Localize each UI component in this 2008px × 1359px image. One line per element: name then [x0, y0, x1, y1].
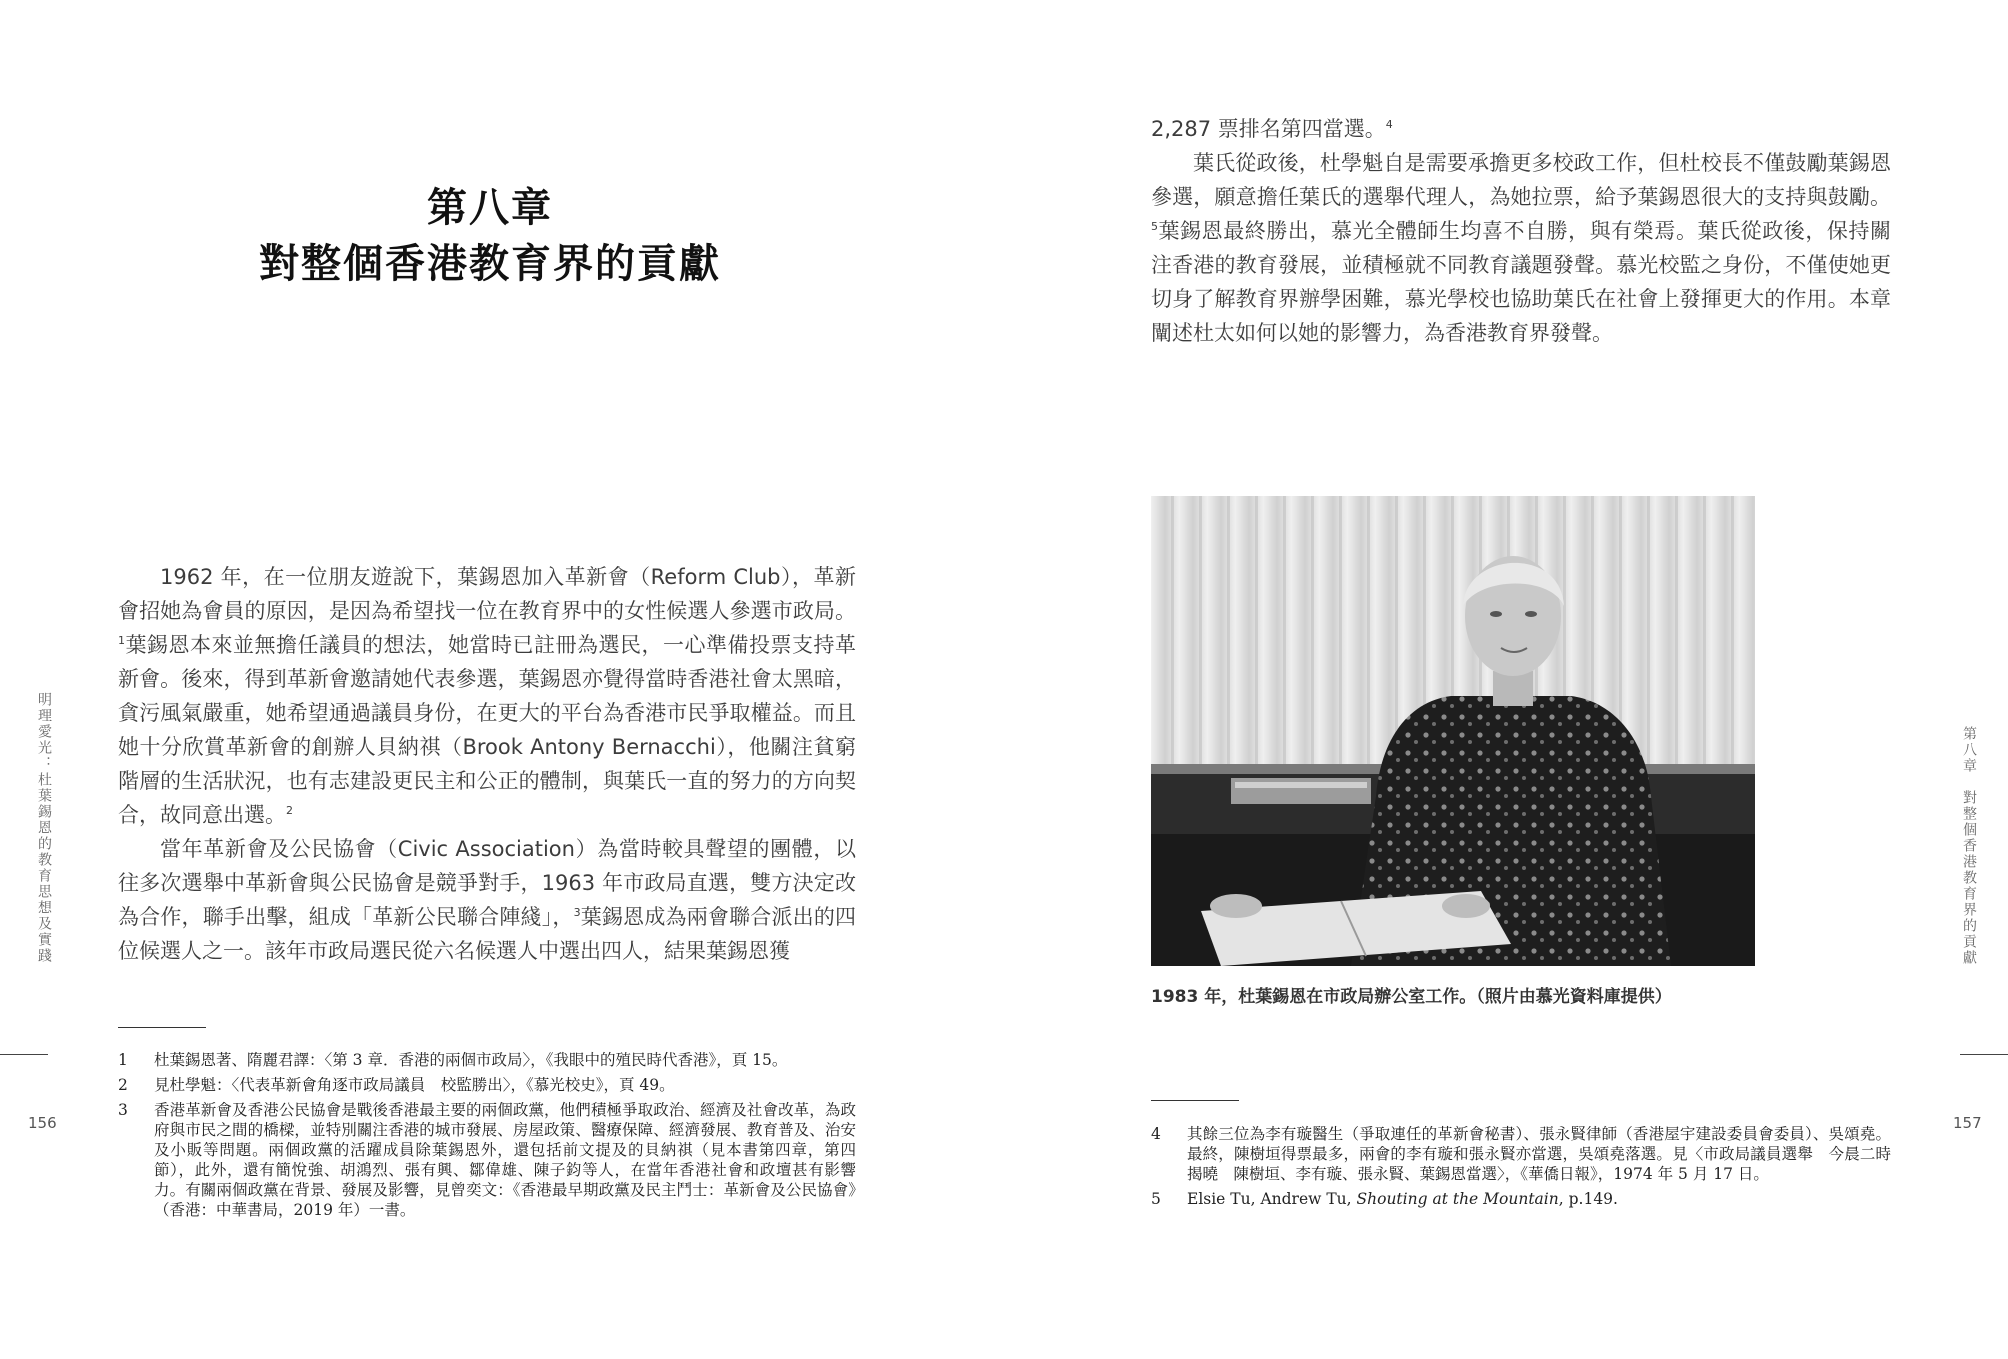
- margin-rule-left: [0, 1054, 48, 1055]
- page-number-right: 157: [1953, 1114, 1982, 1132]
- footnote-ref: 4: [1385, 118, 1393, 131]
- footnote: 5 Elsie Tu, Andrew Tu, Shouting at the Mountain, p.149.: [1151, 1190, 1618, 1208]
- footnote-rule: [1151, 1100, 1239, 1101]
- body-paragraph: 1962 年，在一位朋友遊說下，葉錫恩加入革新會（Reform Club），革新會招她為會員的原因，是因為希望找一位在教育界中的女性候選人參選市政局。$^1$葉錫恩本來並無擔任議員的想法，她當時已註冊為選民，一心準備投票支持革新會。後來，得到革新會邀請她代表參選，葉錫恩亦覺得當時香港社會太黑暗，貪污風氣嚴重，她希望通過議員身份，在更大的平台為香港市民爭取權益。而且她十分欣賞革新會的創辦人貝納祺（Brook Antony Bernacchi），他關注貧窮階層的生活狀況，也有志建設更民主和公正的體制，與葉氏一直的努力的方向契合，故同意出選。$^2$: [118, 565, 856, 827]
- body-paragraph: 葉氏從政後，杜學魁自是需要承擔更多校政工作，但杜校長不僅鼓勵葉錫恩參選，願意擔任葉氏的選舉代理人，為她拉票，給予葉錫恩很大的支持與鼓勵。$^5$葉錫恩最終勝出，慕光全體師生均喜不自勝，與有榮焉。葉氏從政後，保持關注香港的教育發展，並積極就不同教育議題發聲。慕光校監之身份，不僅使她更切身了解教育界辦學困難，慕光學校也協助葉氏在社會上發揮更大的作用。本章闡述杜太如何以她的影響力，為香港教育界發聲。: [1151, 151, 1891, 345]
- page-number-left: 156: [28, 1114, 57, 1132]
- photo-caption: 1983 年，杜葉錫恩在市政局辦公室工作。（照片由慕光資料庫提供）: [1151, 987, 1672, 1007]
- chapter-number: 第八章: [427, 185, 553, 231]
- body-paragraph: 2,287 票排名第四當選。$^4$: [1151, 117, 1393, 141]
- footnote-rule: [118, 1027, 206, 1028]
- book-title: Shouting at the Mountain: [1356, 1190, 1559, 1208]
- footnote: 3 香港革新會及香港公民協會是戰後香港最主要的兩個政黨，他們積極爭取政治、經濟及社會改革，為政府與市民之間的橋樑，並特別關注香港的城市發展、房屋政策、醫療保障、經濟發展、教育普及、治安及小販等問題。兩個政黨的活躍成員除葉錫恩外，還包括前文提及的貝納祺（見本書第四章，第四節），此外，還有簡悅強、胡鴻烈、張有興、鄒偉雄、陳子鈞等人，在當年香港社會和政壇甚有影響力。有關兩個政黨在背景、發展及影響，見曾奕文：《香港最早期政黨及民主鬥士：革新會及公民協會》（香港：中華書局，2019 年）一書。: [118, 1101, 856, 1219]
- margin-rule-right: [1960, 1054, 2008, 1055]
- running-head-right: 第八章 對整個香港教育界的貢獻: [1961, 726, 1977, 966]
- archive-photo: [1151, 496, 1755, 966]
- footnote-ref: 1: [118, 634, 125, 647]
- footnote: 4 其餘三位為李有璇醫生（爭取連任的革新會秘書）、張永賢律師（香港屋宇建設委員會委員）、吳頌堯。最終，陳樹垣得票最多，兩會的李有璇和張永賢亦當選，吳頌堯落選。見〈市政局議員選舉 今晨二時揭曉 陳樹垣、李有璇、張永賢、葉錫恩當選〉，《華僑日報》，1974 年 5 月 17 日。: [1151, 1125, 1891, 1183]
- chapter-name: 對整個香港教育界的貢獻: [259, 241, 721, 287]
- left-body: [118, 560, 856, 968]
- footnote-ref: 3: [573, 906, 581, 919]
- body-paragraph: 當年革新會及公民協會（Civic Association）為當時較具聲望的團體，以往多次選舉中革新會與公民協會是競爭對手，1963 年市政局直選，雙方決定改為合作，聯手出擊，組成「革新公民聯合陣綫」，$^3$葉錫恩成為兩會聯合派出的四位候選人之一。該年市政局選民從六名候選人中選出四人，結果葉錫恩獲: [118, 837, 857, 963]
- footnote: 2 見杜學魁：〈代表革新會角逐市政局議員 校監勝出〉，《慕光校史》，頁 49。: [118, 1076, 675, 1094]
- right-body: [1151, 112, 1891, 350]
- running-head-left: 明理愛光：杜葉錫恩的教育思想及實踐: [36, 692, 52, 964]
- chapter-title: [180, 180, 800, 292]
- footnote: 1 杜葉錫恩著、隋麗君譯：〈第 3 章．香港的兩個市政局〉，《我眼中的殖民時代香港》，頁 15。: [118, 1051, 788, 1069]
- footnote-ref: 2: [286, 804, 293, 817]
- left-footnotes: [118, 1050, 856, 1225]
- right-footnotes: [1151, 1124, 1891, 1214]
- footnote-ref: 5: [1151, 220, 1158, 233]
- photo-illustration: [1151, 496, 1755, 966]
